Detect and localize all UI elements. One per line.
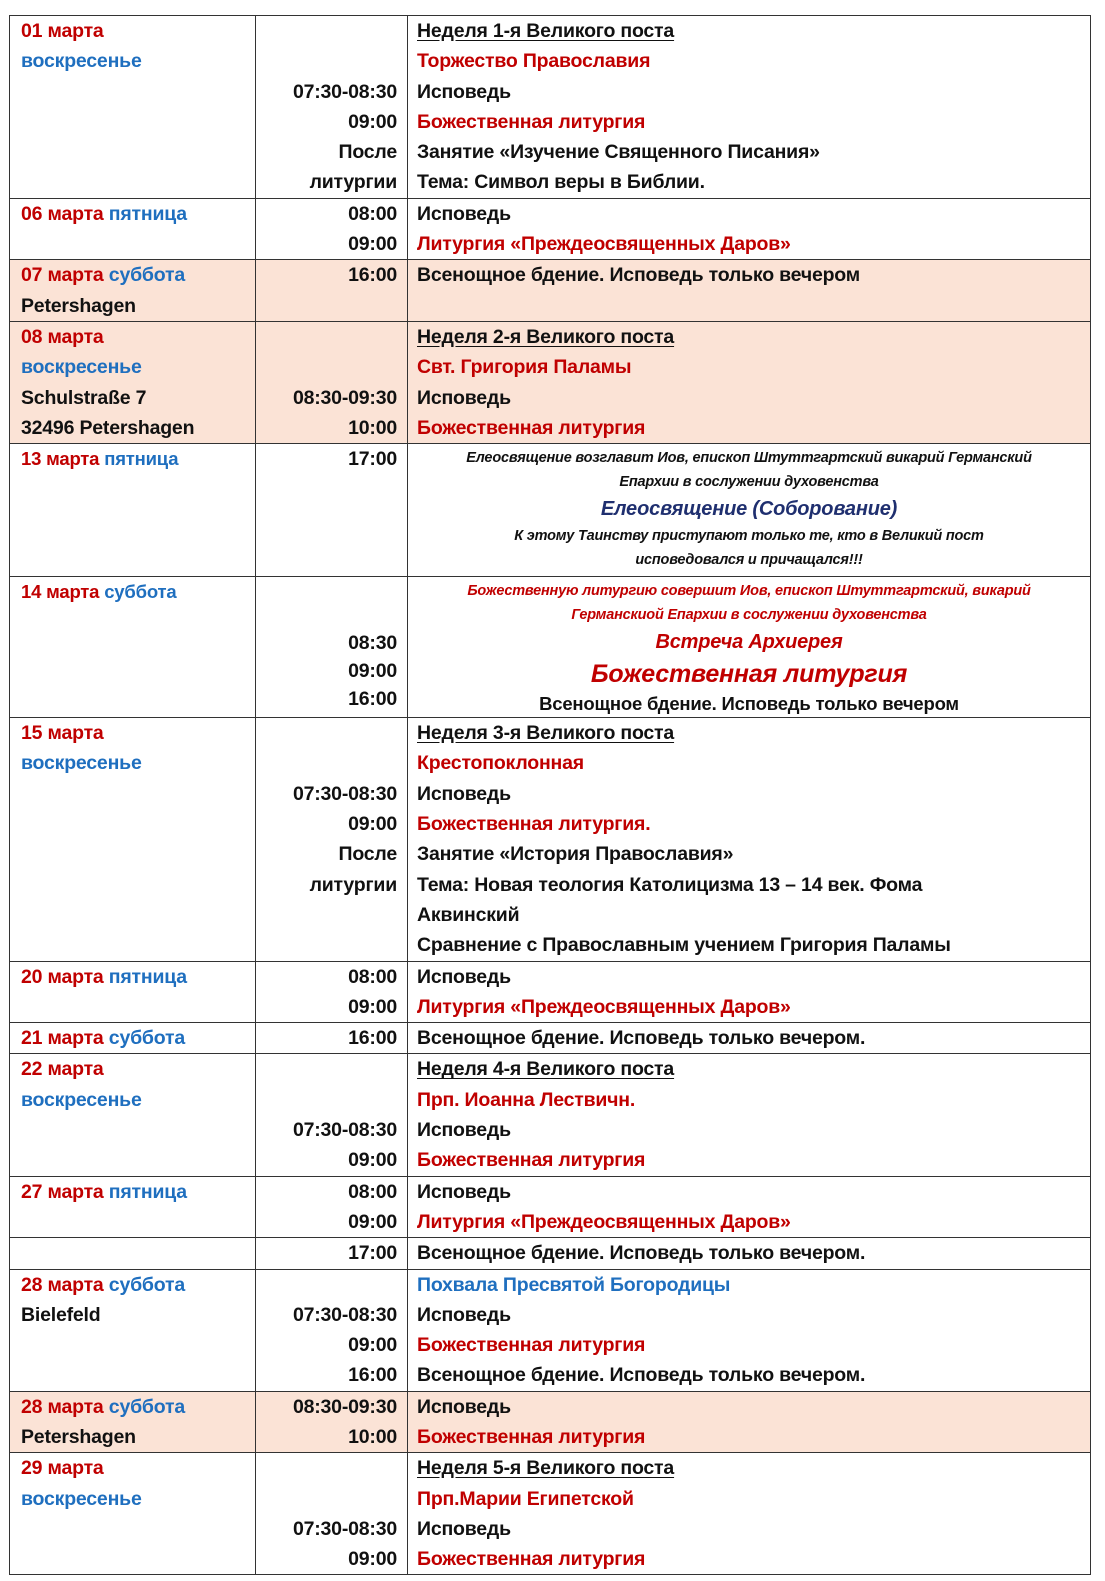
- time: [256, 352, 407, 382]
- event: Божественная литургия: [417, 110, 646, 133]
- weekday: воскресенье: [21, 50, 142, 73]
- feast-title: Свт. Григория Паламы: [417, 356, 632, 379]
- date: 28 марта: [21, 1395, 104, 1418]
- time: 09:00: [348, 660, 397, 683]
- date: 27 марта: [21, 1180, 104, 1203]
- date-cell: [10, 1054, 256, 1176]
- table-row: [10, 1453, 1091, 1575]
- time-cell: [256, 260, 408, 322]
- time: 07:30-08:30: [292, 782, 397, 805]
- event: Исповедь: [417, 1517, 511, 1540]
- time: 09:00: [348, 1334, 397, 1357]
- note: Божественную литургию совершит Иов, епископ Штуттгартский, викарий: [467, 583, 1031, 600]
- date: 28 марта: [21, 1273, 104, 1296]
- date-cell: [10, 1453, 256, 1575]
- event: Исповедь: [417, 1395, 511, 1418]
- time-cell: [256, 1238, 408, 1269]
- event: Божественная литургия: [417, 1334, 646, 1357]
- date: 06 марта: [21, 202, 104, 225]
- events-cell: [408, 444, 1091, 577]
- time: [256, 748, 407, 778]
- time-cell: [256, 1391, 408, 1453]
- event: Исповедь: [417, 1303, 511, 1326]
- time: 09:00: [348, 995, 397, 1018]
- event: Занятие «Изучение Священного Писания»: [417, 141, 820, 164]
- time: 09:00: [348, 1210, 397, 1233]
- time: 08:00: [348, 965, 397, 988]
- date-cell: [10, 321, 256, 443]
- event: Божественная литургия: [417, 416, 646, 439]
- week-title: Неделя 1-я Великого поста: [417, 20, 675, 42]
- date: 14 марта: [21, 581, 100, 603]
- event: Исповедь: [417, 1119, 511, 1142]
- time-cell: [256, 1054, 408, 1176]
- weekday: суббота: [108, 1395, 185, 1418]
- time: После: [338, 141, 397, 164]
- time: 16:00: [348, 1027, 397, 1050]
- time: 17:00: [348, 448, 397, 471]
- address-city: 32496 Petershagen: [21, 416, 195, 439]
- week-title: Неделя 2-я Великого поста: [417, 325, 675, 348]
- events-cell: [408, 1391, 1091, 1453]
- time: 09:00: [348, 813, 397, 836]
- weekday: суббота: [108, 1273, 185, 1296]
- time: 10:00: [348, 1425, 397, 1448]
- time: [256, 322, 407, 352]
- weekday: воскресенье: [21, 356, 142, 379]
- time: 16:00: [348, 264, 397, 287]
- time: [256, 16, 407, 46]
- date: 22 марта: [21, 1058, 104, 1081]
- time: литургии: [309, 873, 397, 896]
- time: [256, 1054, 407, 1084]
- weekday: суббота: [108, 264, 185, 287]
- weekday: суббота: [108, 1027, 185, 1050]
- time: [256, 718, 407, 748]
- events-cell: [408, 260, 1091, 322]
- weekday: пятница: [108, 202, 187, 225]
- events-cell: [408, 577, 1091, 718]
- table-row: [10, 1176, 1091, 1238]
- time-cell: [256, 444, 408, 577]
- events-cell: [408, 1023, 1091, 1054]
- week-title: Неделя 5-я Великого поста: [417, 1457, 675, 1480]
- events-cell: [408, 321, 1091, 443]
- time-cell: [256, 577, 408, 718]
- weekday: пятница: [104, 448, 179, 470]
- note: Елеосвящение возглавит Иов, епископ Штуттгартский викарий Германский: [466, 450, 1032, 467]
- events-cell: [408, 1238, 1091, 1269]
- event: Аквинский: [417, 903, 520, 926]
- feast-title: Крестопоклонная: [417, 752, 584, 775]
- table-row-highlighted: [10, 321, 1091, 443]
- location: Petershagen: [21, 294, 136, 317]
- note: К этому Таинству приступают только те, кто в Великий пост: [514, 528, 984, 545]
- event: Божественная литургия.: [417, 813, 651, 836]
- date-cell: [10, 1023, 256, 1054]
- event: Исповедь: [417, 965, 511, 988]
- date-cell: [10, 718, 256, 961]
- events-cell: [408, 1269, 1091, 1391]
- event: Всенощное бдение. Исповедь только вечером: [539, 693, 959, 715]
- date-cell: [10, 16, 256, 199]
- event: Всенощное бдение. Исповедь только вечером.: [417, 1364, 866, 1387]
- date: 07 марта: [21, 264, 104, 287]
- time-cell: [256, 321, 408, 443]
- time: [256, 1453, 407, 1483]
- note: Епархии в сослужении духовенства: [619, 474, 879, 491]
- date-cell: [10, 577, 256, 718]
- table-row: [10, 577, 1091, 718]
- time: 10:00: [348, 416, 397, 439]
- time: 08:00: [348, 202, 397, 225]
- date-cell: [10, 444, 256, 577]
- time: 07:30-08:30: [292, 1119, 397, 1142]
- event: Литургия «Преждеосвященных Даров»: [417, 1210, 791, 1233]
- time: 07:30-08:30: [292, 1303, 397, 1326]
- feast-title: Прп. Иоанна Лествичн.: [417, 1088, 636, 1111]
- weekday: воскресенье: [21, 1088, 142, 1111]
- time: 09:00: [348, 1149, 397, 1172]
- week-title: Неделя 4-я Великого поста: [417, 1058, 675, 1081]
- note: исповедовался и причащался!!!: [635, 552, 863, 569]
- date: 21 марта: [21, 1027, 104, 1050]
- weekday: пятница: [108, 1180, 187, 1203]
- note: Германскиой Епархии в сослужении духовенства: [571, 607, 927, 624]
- time: [256, 1085, 407, 1115]
- time-cell: [256, 1453, 408, 1575]
- event: Всенощное бдение. Исповедь только вечером: [417, 264, 860, 287]
- date: 15 марта: [21, 722, 104, 745]
- events-cell: [408, 198, 1091, 260]
- feast-title: Торжество Православия: [417, 50, 651, 73]
- table-row-highlighted: [10, 260, 1091, 322]
- date: 13 марта: [21, 448, 100, 470]
- event: Исповедь: [417, 782, 511, 805]
- event: Литургия «Преждеосвященных Даров»: [417, 233, 791, 256]
- time: 08:30-09:30: [292, 1395, 397, 1418]
- event: Тема: Символ веры в Библии.: [417, 171, 705, 194]
- event: Занятие «История Православия»: [417, 843, 734, 866]
- address-street: Schulstraße 7: [21, 386, 147, 409]
- event: Всенощное бдение. Исповедь только вечером.: [417, 1027, 866, 1050]
- event: Исповедь: [417, 80, 511, 103]
- time: 17:00: [348, 1242, 397, 1265]
- events-cell: [408, 16, 1091, 199]
- table-row: [10, 1238, 1091, 1269]
- time-cell: [256, 198, 408, 260]
- table-row: [10, 961, 1091, 1023]
- event: Тема: Новая теология Католицизма 13 – 14 век. Фома: [417, 873, 923, 896]
- time: литургии: [309, 171, 397, 194]
- event: Божественная литургия: [590, 660, 908, 689]
- events-cell: [408, 961, 1091, 1023]
- date-cell: [10, 260, 256, 322]
- table-row-highlighted: [10, 1391, 1091, 1453]
- time: [256, 1484, 407, 1514]
- date-cell: [10, 961, 256, 1023]
- table-row: [10, 16, 1091, 199]
- time-cell: [256, 1176, 408, 1238]
- date-cell: [10, 1269, 256, 1391]
- weekday: воскресенье: [21, 1487, 142, 1510]
- week-title: Неделя 3-я Великого поста: [417, 722, 675, 745]
- time-cell: [256, 1269, 408, 1391]
- table-row: [10, 1269, 1091, 1391]
- table-row: [10, 1054, 1091, 1176]
- date-cell: [10, 1176, 256, 1238]
- time: 08:00: [348, 1180, 397, 1203]
- time: 07:30-08:30: [292, 1517, 397, 1540]
- time: 07:30-08:30: [292, 80, 397, 103]
- event: Божественная литургия: [417, 1149, 646, 1172]
- weekday: воскресенье: [21, 752, 142, 775]
- table-row: [10, 444, 1091, 577]
- time: После: [338, 843, 397, 866]
- event: Божественная литургия: [417, 1425, 646, 1448]
- events-cell: [408, 1176, 1091, 1238]
- feast-title: Прп.Марии Египетской: [417, 1487, 634, 1510]
- date-cell: [10, 1238, 256, 1269]
- event: Божественная литургия: [417, 1548, 646, 1571]
- event: Сравнение с Православным учением Григория Паламы: [417, 934, 951, 957]
- event: Исповедь: [417, 386, 511, 409]
- time-cell: [256, 961, 408, 1023]
- weekday: суббота: [104, 581, 177, 603]
- time: 08:30: [348, 632, 397, 655]
- weekday: пятница: [108, 965, 187, 988]
- event: Всенощное бдение. Исповедь только вечером.: [417, 1242, 866, 1265]
- event: Литургия «Преждеосвященных Даров»: [417, 995, 791, 1018]
- time: [256, 1270, 407, 1300]
- table-row: [10, 1023, 1091, 1054]
- time: 08:30-09:30: [292, 386, 397, 409]
- time-cell: [256, 1023, 408, 1054]
- time: [256, 46, 407, 76]
- event: Исповедь: [417, 202, 511, 225]
- event: Исповедь: [417, 1180, 511, 1203]
- time-cell: [256, 16, 408, 199]
- events-cell: [408, 1453, 1091, 1575]
- time: 16:00: [348, 1364, 397, 1387]
- date: 20 марта: [21, 965, 104, 988]
- date: 01 марта: [21, 20, 104, 42]
- date: 08 марта: [21, 325, 104, 348]
- date: 29 марта: [21, 1457, 104, 1480]
- table-row: [10, 198, 1091, 260]
- time: 09:00: [348, 1548, 397, 1571]
- date-cell: [10, 1391, 256, 1453]
- sacrament-title: Елеосвящение (Соборование): [600, 498, 898, 521]
- events-cell: [408, 718, 1091, 961]
- location: Petershagen: [21, 1425, 136, 1448]
- time: 09:00: [348, 110, 397, 133]
- feast-title: Похвала Пресвятой Богородицы: [417, 1273, 731, 1296]
- time: 16:00: [348, 688, 397, 711]
- events-cell: [408, 1054, 1091, 1176]
- table-row: [10, 718, 1091, 961]
- time-cell: [256, 718, 408, 961]
- date-cell: [10, 198, 256, 260]
- event: Встреча Архиерея: [655, 631, 843, 654]
- time: 09:00: [348, 233, 397, 256]
- schedule-table: [9, 15, 1091, 1575]
- location: Bielefeld: [21, 1303, 101, 1326]
